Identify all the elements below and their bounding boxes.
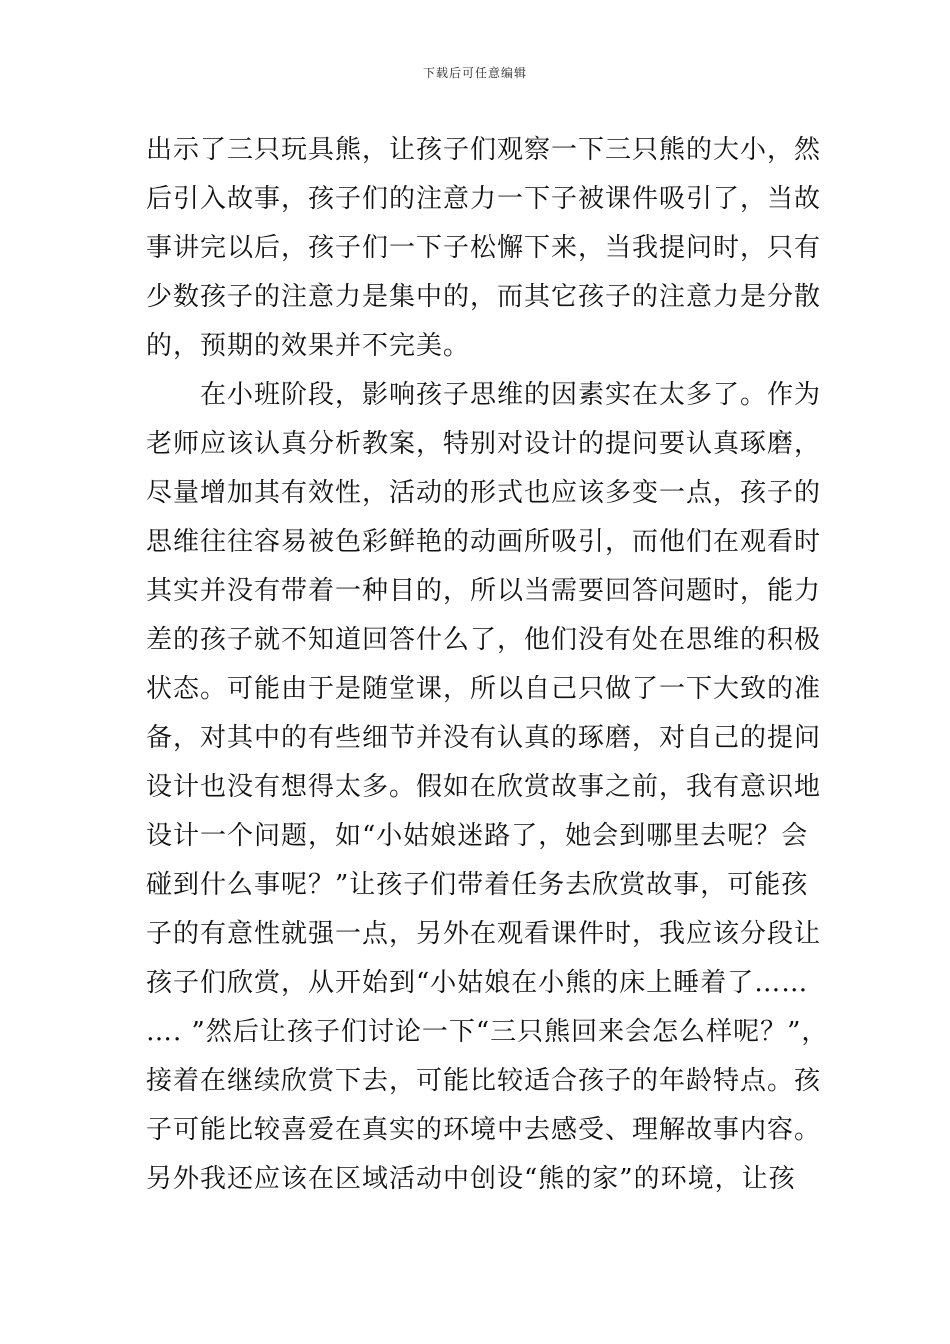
text-line: 设计也没有想得太多。假如在欣赏故事之前，我有意识地 xyxy=(146,772,822,802)
text-line: 另外我还应该在区域活动中创设“熊的家”的环境，让孩 xyxy=(146,1164,796,1194)
text-line: 子的有意性就强一点，另外在观看课件时，我应该分段让 xyxy=(146,919,822,949)
text-line: 尽量增加其有效性，活动的形式也应该多变一点，孩子的 xyxy=(146,478,822,508)
text-line: 设计一个问题，如“小姑娘迷路了，她会到哪里去呢？会 xyxy=(146,821,809,851)
text-line: 少数孩子的注意力是集中的，而其它孩子的注意力是分散 xyxy=(146,282,822,312)
text-line: 接着在继续欣赏下去，可能比较适合孩子的年龄特点。孩 xyxy=(146,1066,822,1096)
text-line: 在小班阶段，影响孩子思维的因素实在太多了。作为 xyxy=(146,380,822,410)
text-line: 其实并没有带着一种目的，所以当需要回答问题时，能力 xyxy=(146,576,822,606)
text-line: 出示了三只玩具熊，让孩子们观察一下三只熊的大小，然 xyxy=(146,135,822,165)
body-text xyxy=(146,126,829,1204)
text-line: 事讲完以后，孩子们一下子松懈下来，当我提问时，只有 xyxy=(146,233,822,263)
text-line: 老师应该认真分析教案，特别对设计的提问要认真琢磨， xyxy=(146,429,822,459)
header-note: 下载后可任意编辑 xyxy=(422,66,527,80)
text-line: 思维往往容易被色彩鲜艳的动画所吸引，而他们在观看时 xyxy=(146,527,822,557)
text-line: 备，对其中的有些细节并没有认真的琢磨，对自己的提问 xyxy=(146,723,822,753)
text-line: 孩子们欣赏，从开始到“小姑娘在小熊的床上睡着了…… xyxy=(146,968,809,998)
text-line: …. ”然后让孩子们讨论一下“三只熊回来会怎么样呢？”， xyxy=(146,1017,829,1047)
text-line: 子可能比较喜爱在真实的环境中去感受、理解故事内容。 xyxy=(146,1115,822,1145)
text-line: 碰到什么事呢？”让孩子们带着任务去欣赏故事，可能孩 xyxy=(146,870,809,900)
text-line: 的，预期的效果并不完美。 xyxy=(146,331,471,361)
text-line: 状态。可能由于是随堂课，所以自己只做了一下大致的准 xyxy=(146,674,822,704)
text-line: 差的孩子就不知道回答什么了，他们没有处在思维的积极 xyxy=(146,625,822,655)
text-line: 后引入故事，孩子们的注意力一下子被课件吸引了，当故 xyxy=(146,184,822,214)
